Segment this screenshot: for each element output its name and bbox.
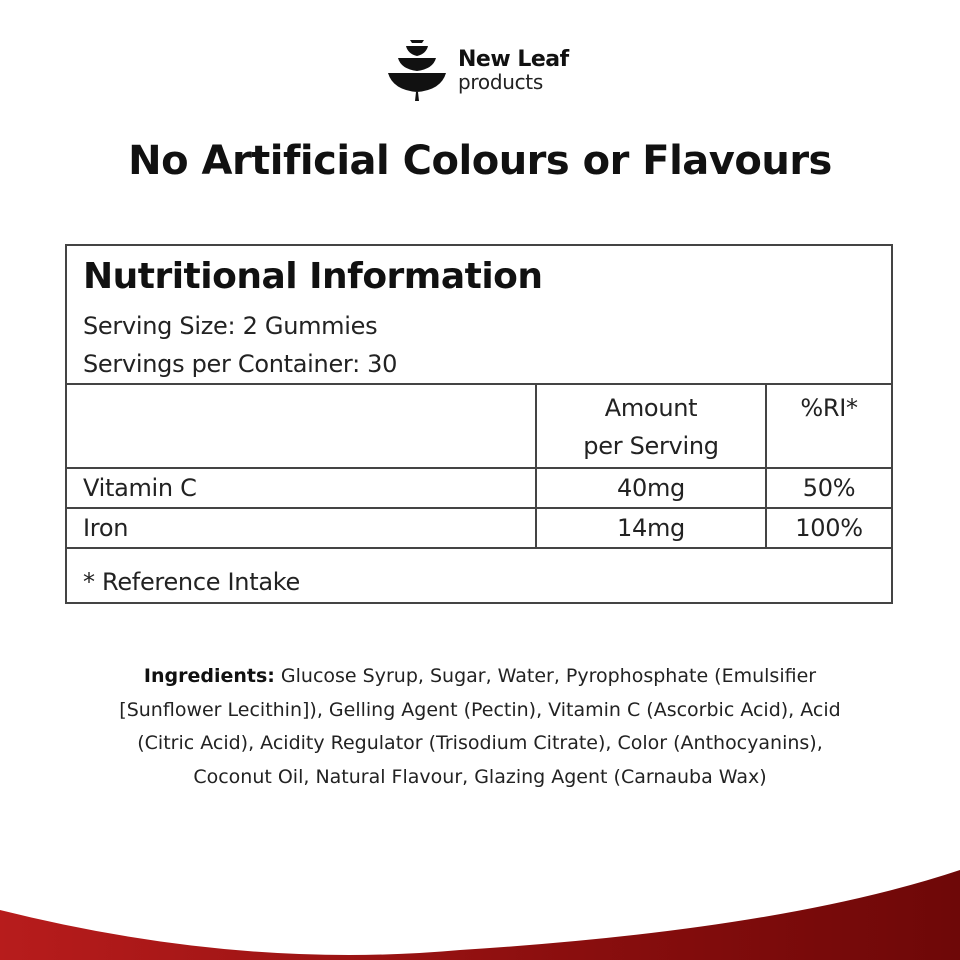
col-amount xyxy=(536,384,766,468)
table-row xyxy=(66,508,892,548)
col-nutrient xyxy=(66,384,536,468)
decorative-wave xyxy=(0,850,960,960)
table-row xyxy=(66,468,892,508)
col-amount-line2: per Serving xyxy=(583,432,719,460)
nutrition-panel xyxy=(65,244,893,604)
ingredients-text: Glucose Syrup, Sugar, Water, Pyrophosphate (Emulsifier [Sunflower Lecithin]), Gelling Agent (Pectin), Vitamin C (Ascorbic Acid), Acid (Citric Acid), Acidity Regulator (Trisodium Citrate), Color (Anthocyanins), Coconut Oil, Natural Flavour, Glazing Agent (Carnauba Wax) xyxy=(119,665,841,788)
nutrient-ri: 50% xyxy=(766,468,892,508)
col-amount-line1: Amount xyxy=(604,394,698,422)
nutrition-header xyxy=(67,246,891,384)
table-header-row xyxy=(66,384,892,468)
headline: No Artificial Colours or Flavours xyxy=(128,138,832,184)
nutrient-amount: 14mg xyxy=(536,508,766,548)
serving-size: Serving Size: 2 Gummies xyxy=(83,312,378,340)
nutrient-name: Iron xyxy=(66,508,536,548)
footnote: * Reference Intake xyxy=(83,568,300,596)
ingredients xyxy=(110,660,850,794)
nutrient-amount: 40mg xyxy=(536,468,766,508)
servings-per-container: Servings per Container: 30 xyxy=(83,350,398,378)
nutrient-name: Vitamin C xyxy=(66,468,536,508)
brand-name: New Leaf xyxy=(458,46,569,72)
brand-sub: products xyxy=(458,69,543,94)
nutrient-ri: 100% xyxy=(766,508,892,548)
nutrition-table xyxy=(65,383,893,549)
tiered-leaf-logo-icon xyxy=(386,38,448,102)
nutrition-title: Nutritional Information xyxy=(83,256,543,297)
col-ri: %RI* xyxy=(766,384,892,468)
brand-logo xyxy=(386,38,569,102)
ingredients-label: Ingredients: xyxy=(143,665,275,687)
